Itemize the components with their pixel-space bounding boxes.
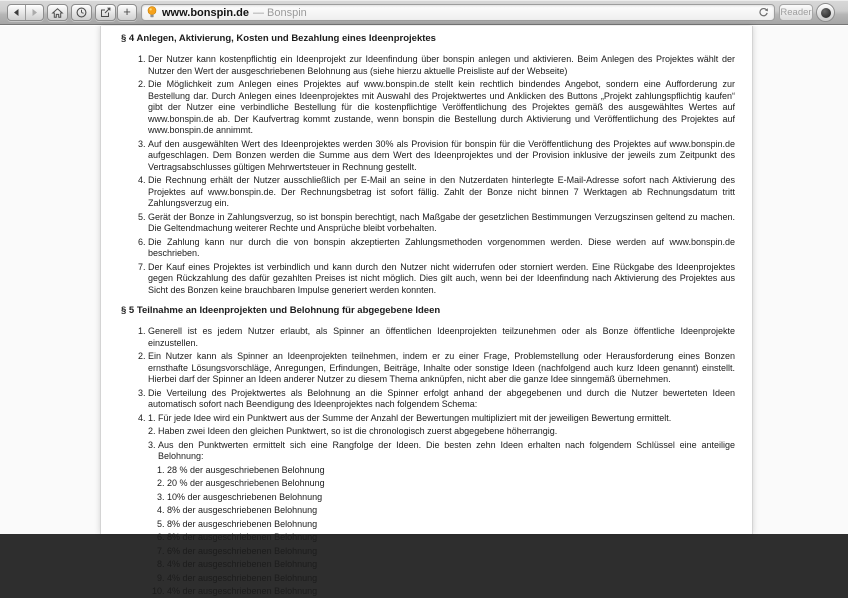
list-item-text: Die Möglichkeit zum Anlegen eines Projektes auf www.bonspin.de stellt kein rechtlich bindendes Angebot, sondern eine Aufforderung zur Bestellung dar. Durch Anlegen eines Ideenprojektes mit Auswahl des Projektwertes und Anklicken des Buttons „Projekt zahlungspflichtig kaufen“ gibt der Nutzer eine verbindliche Bestellung für die kostenpflichtige Veröffentlichung des Projektes gemäß des ausgewähltes Wertes auf www.bonspin.de ab. Der Kaufvertrag kommt zustande, wenn bonspin die Bestellung durch Aktivierung und Veröffentlichung des Projektes auf www.bonspin.de annimmt. — [148, 79, 735, 135]
list-item — [167, 505, 735, 517]
ordered-list — [121, 54, 735, 296]
list-item-text: Auf den ausgewählten Wert des Ideenprojektes werden 30% als Provision für bonspin für die Veröffentlichung des Projektes auf www.bonspin.de aufgeschlagen. Dem Bonzen werden die Summe aus dem Wert des Ideenprojektes und der Provision inklusive der jeweils zum Zeitpunkt des Vertragsabschlusses gültigen Mehrwertsteuer in Rechnung gestellt. — [148, 138, 735, 172]
list-item-text: 4% der ausgeschriebenen Belohnung — [167, 586, 318, 596]
list-item-text: 20 % der ausgeschriebenen Belohnung — [167, 478, 325, 488]
ordered-list — [121, 326, 735, 598]
list-item-text: Die Rechnung erhält der Nutzer ausschließlich per E-Mail an seine in den Nutzerdaten hinterlegte E-Mail-Adresse sofort nach Aktivierung des Projektes auf www.bonspin.de. Der Rechnungsbetrag ist sofort fällig. Zahlt der Bonze nicht binnen 7 Werktagen ab Rechnungsdatum tritt Zahlungsverzug ein. — [148, 175, 735, 208]
list-item-text: Generell ist es jedem Nutzer erlaubt, als Spinner an öffentlichen Ideenprojekten teilzunehmen oder als Bonze öffentliche Ideenprojekte einzustellen. — [148, 326, 735, 348]
list-item — [148, 212, 735, 235]
forward-arrow-icon — [30, 8, 39, 17]
downloads-button[interactable] — [816, 3, 835, 22]
back-arrow-icon — [12, 8, 21, 17]
ordered-list — [158, 465, 735, 598]
share-button[interactable] — [95, 4, 116, 21]
list-item-text: Gerät der Bonze in Zahlungsverzug, so ist bonspin berechtigt, nach Maßgabe der gesetzlichen Bestimmungen Verzugszinsen geltend zu machen. Die Geltendmachung weiterer Rechte und Ansprüche bleibt vorbehalten. — [148, 211, 735, 233]
list-item — [167, 573, 735, 585]
list-item — [167, 532, 735, 544]
home-button[interactable] — [47, 4, 68, 21]
clock-icon — [76, 7, 87, 18]
back-button[interactable] — [8, 5, 25, 20]
list-item-text: Die Verteilung des Projektwertes als Belohnung an die Spinner erfolgt anhand der abgegebenen und durch die Nutzer bewerteten Ideen automatisch sofort nach Beendigung des Ideenprojektes nach folgendem Schema: — [148, 387, 735, 409]
list-item — [158, 426, 735, 438]
list-item — [167, 465, 735, 477]
list-item-text: Für jede Idee wird ein Punktwert aus der Summe der Anzahl der Bewertungen multipliziert mit der jeweiligen Bewertung ermittelt. — [158, 412, 672, 423]
section-heading: § 4 Anlegen, Aktivierung, Kosten und Bezahlung eines Ideenprojektes — [121, 33, 436, 44]
list-item — [148, 262, 735, 297]
list-item-text: 10% der ausgeschriebenen Belohnung — [167, 491, 323, 502]
list-item-text: 8% der ausgeschriebenen Belohnung — [167, 518, 318, 529]
list-item-text: 8% der ausgeschriebenen Belohnung — [167, 532, 318, 542]
home-icon — [52, 8, 63, 18]
list-item-text: 4% der ausgeschriebenen Belohnung — [167, 572, 318, 583]
section-heading: § 5 Teilnahme an Ideenprojekten und Belohnung für abgegebene Ideen — [121, 305, 441, 316]
list-item — [167, 546, 735, 558]
page-viewport[interactable] — [0, 26, 848, 596]
list-item-text: Ein Nutzer kann als Spinner an Ideenprojekten teilnehmen, indem er zu einer Frage, Problemstellung oder Herausforderung eines Bonzen ernsthafte Lösungsvorschläge, Anregungen, Erfindungen, Beiträge, Inhalte oder sonstige Ideen (nachfolgend auch kurz Ideen genannt) einstellt. Hierbei darf der Spinner an Ideen anderer Nutzer zu diesem Thema anknüpfen, nicht aber die ganze Idee sinngemäß übernehmen. — [148, 351, 735, 384]
list-item — [148, 388, 735, 411]
terms-content — [101, 26, 752, 598]
list-item — [148, 79, 735, 137]
list-item — [148, 175, 735, 210]
address-page-title: — Bonspin — [252, 6, 307, 19]
list-item-text: Die Zahlung kann nur durch die von bonspin akzeptierten Zahlungsmethoden vorgenommen werden. Diese werden auf www.bonspin.de beschrieben. — [148, 236, 735, 258]
browser-toolbar — [0, 0, 848, 25]
forward-button[interactable] — [25, 5, 43, 20]
ordered-list — [148, 413, 735, 598]
reload-button[interactable] — [758, 7, 769, 18]
list-item — [167, 478, 735, 490]
reload-icon — [758, 7, 769, 18]
address-url: www.bonspin.de — [162, 6, 249, 19]
list-item — [158, 440, 735, 598]
list-item — [167, 586, 735, 598]
terms-section — [121, 305, 735, 598]
list-item-text: 4% der ausgeschriebenen Belohnung — [167, 559, 318, 569]
list-item — [167, 492, 735, 504]
site-favicon-lightbulb-icon — [147, 6, 157, 19]
terms-section — [121, 33, 735, 296]
new-tab-button[interactable]: + — [117, 4, 137, 21]
downloads-icon — [821, 8, 831, 18]
list-item-text: Haben zwei Ideen den gleichen Punktwert, so ist die chronologisch zuerst abgegebene höherrangig. — [158, 426, 558, 436]
list-item — [148, 351, 735, 386]
history-button[interactable] — [71, 4, 92, 21]
list-item — [148, 413, 735, 598]
list-item-text: 28 % der ausgeschriebenen Belohnung — [167, 464, 325, 475]
list-item — [167, 559, 735, 571]
share-icon — [100, 7, 112, 18]
list-item — [148, 326, 735, 349]
address-bar[interactable] — [141, 4, 775, 21]
list-item — [148, 54, 735, 77]
nav-button-group — [7, 4, 44, 21]
list-item — [167, 519, 735, 531]
list-item-text: Der Nutzer kann kostenpflichtig ein Ideenprojekt zur Ideenfindung über bonspin anlegen und aktivieren. Beim Anlegen des Projektes wählt der Nutzer den Wert der ausgeschriebenen Belohnung aus (siehe hierzu aktuelle Preisliste auf der Webseite) — [148, 54, 735, 76]
list-item-text: Der Kauf eines Projektes ist verbindlich und kann durch den Nutzer nicht widerrufen oder storniert werden. Eine Rückgabe des Ideenprojektes gegen Rückzahlung des dafür gezahlten Preises ist nicht möglich. Dies gilt auch, wenn bei der Ideenfindung nach Aktivierung des Projektes aus Sicht des Bonzen keine brauchbaren Impulse generiert werden konnten. — [148, 261, 735, 295]
reader-button[interactable]: Reader — [779, 4, 813, 21]
list-item — [148, 237, 735, 260]
page-content-column — [100, 26, 753, 596]
list-item — [148, 139, 735, 174]
list-item — [158, 413, 735, 425]
list-item-text: Aus den Punktwerten ermittelt sich eine Rangfolge der Ideen. Die besten zehn Ideen erhalten nach folgendem Schlüssel eine anteilige Belohnung: — [158, 439, 735, 461]
list-item-text: 8% der ausgeschriebenen Belohnung — [167, 505, 318, 515]
list-item-text: 6% der ausgeschriebenen Belohnung — [167, 545, 318, 556]
